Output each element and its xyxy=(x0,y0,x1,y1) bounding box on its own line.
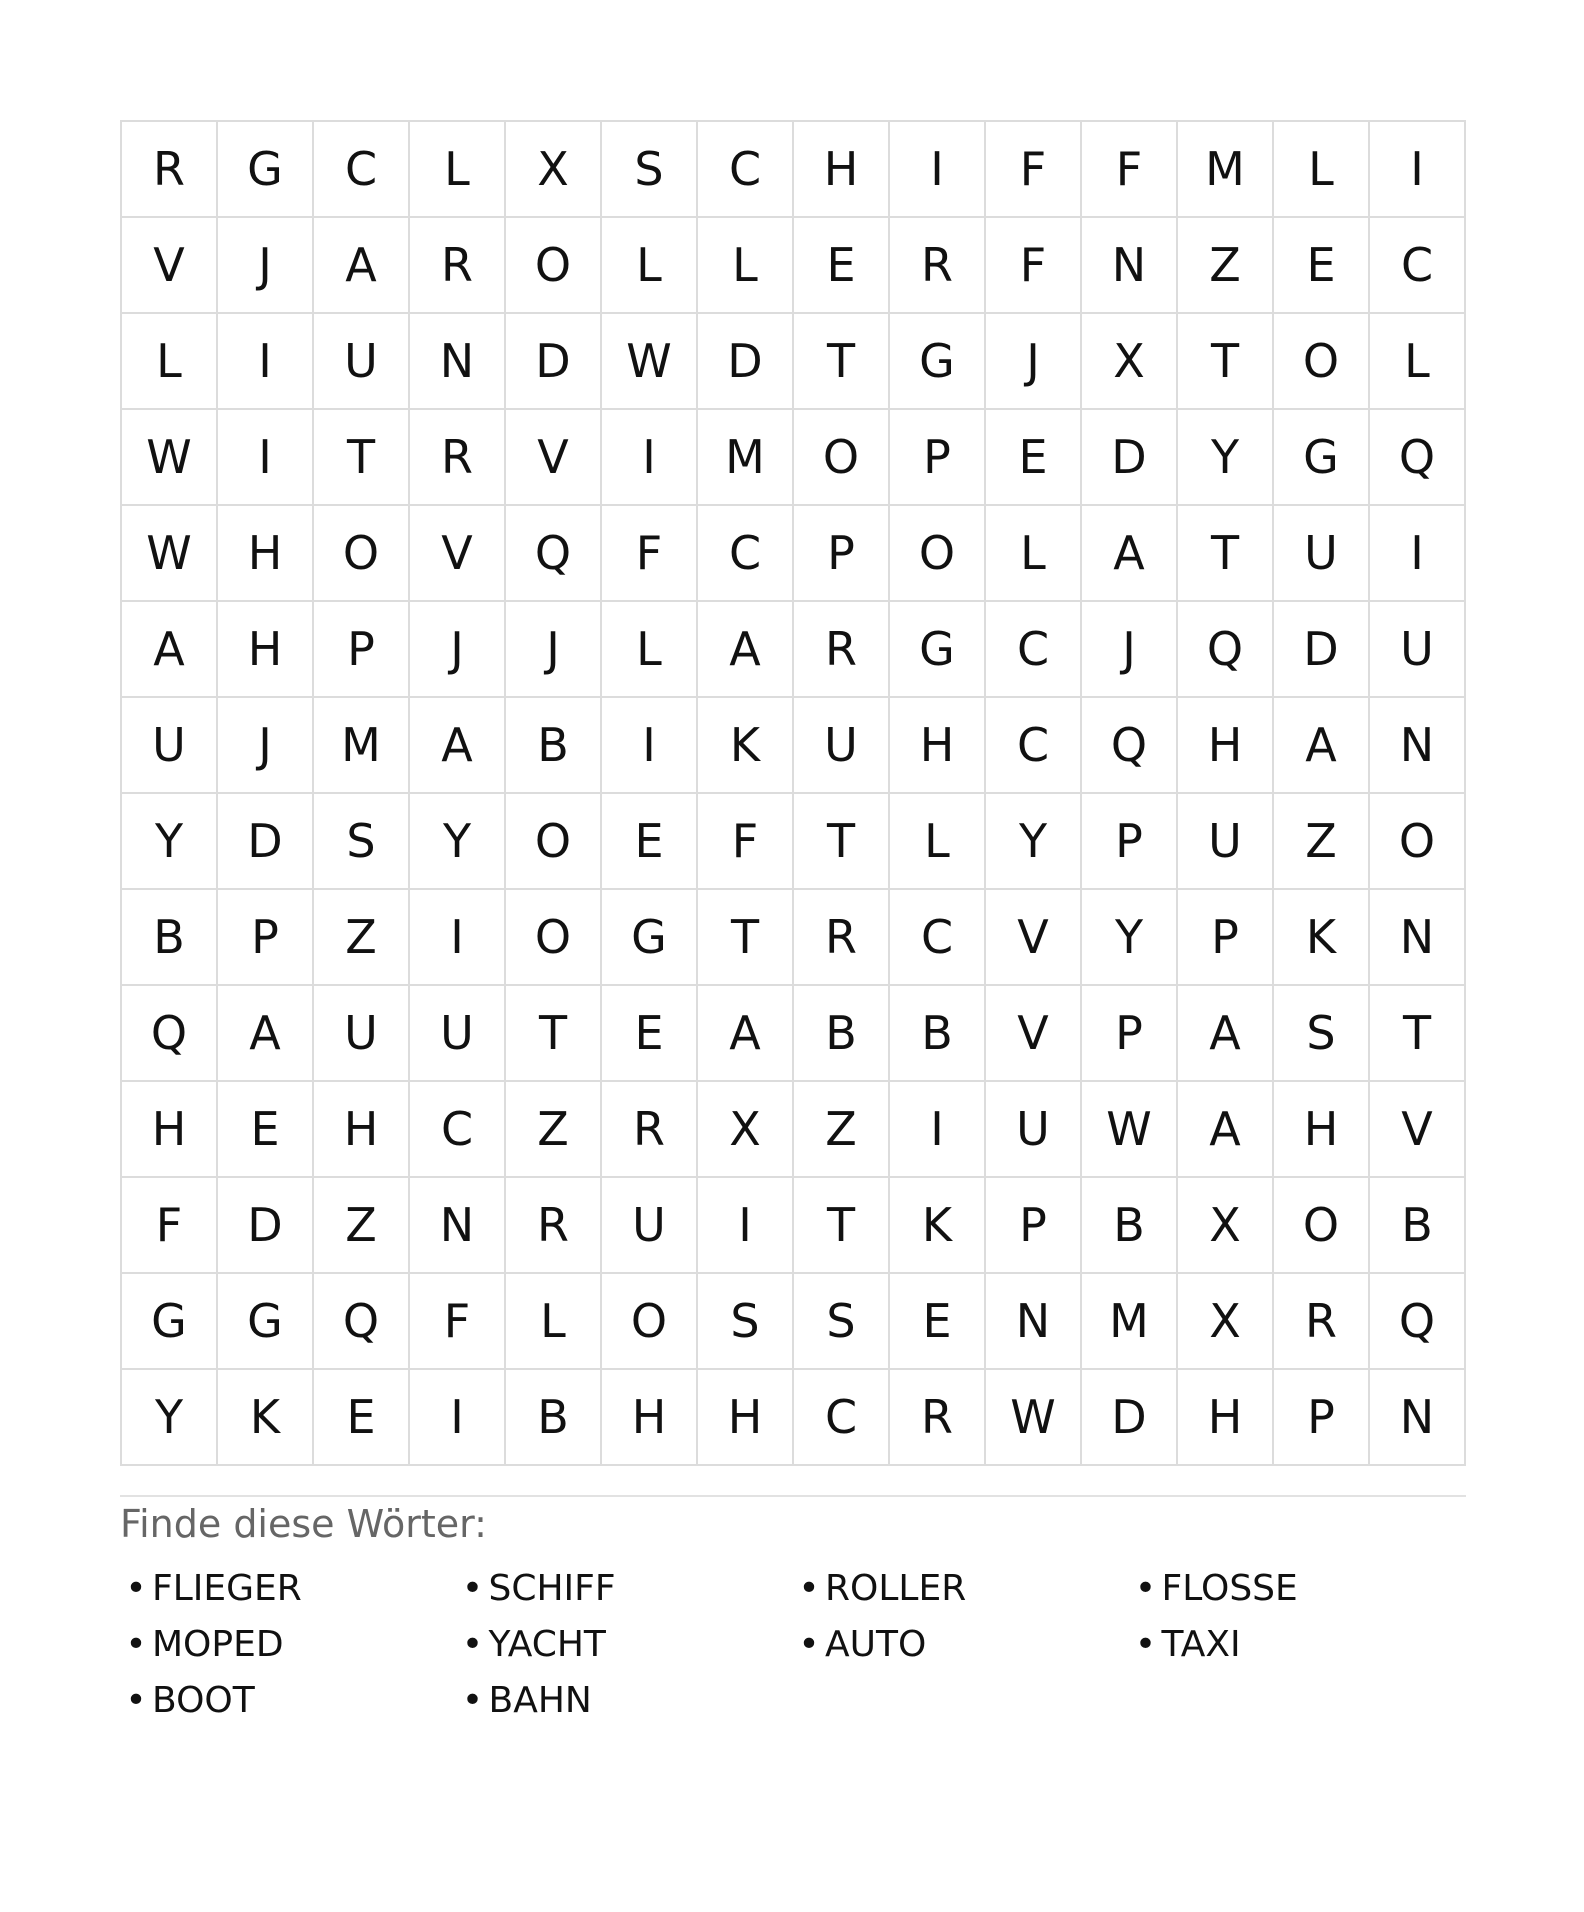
grid-cell[interactable]: R xyxy=(794,890,890,986)
grid-cell[interactable]: H xyxy=(314,1082,410,1178)
grid-cell[interactable]: H xyxy=(1178,698,1274,794)
grid-cell[interactable]: P xyxy=(314,602,410,698)
grid-cell[interactable]: S xyxy=(698,1274,794,1370)
grid-cell[interactable]: U xyxy=(1178,794,1274,890)
grid-cell[interactable]: R xyxy=(410,218,506,314)
grid-cell[interactable]: Z xyxy=(794,1082,890,1178)
grid-cell[interactable]: C xyxy=(698,506,794,602)
word-label: BAHN xyxy=(488,1679,592,1721)
grid-cell[interactable]: J xyxy=(1082,602,1178,698)
bullet-icon: • xyxy=(798,1623,820,1665)
word-label: FLIEGER xyxy=(152,1567,302,1609)
grid-cell[interactable]: F xyxy=(122,1178,218,1274)
grid-cell[interactable]: F xyxy=(410,1274,506,1370)
divider xyxy=(120,1495,1466,1497)
grid-cell[interactable]: B xyxy=(1370,1178,1466,1274)
grid-cell[interactable]: D xyxy=(1082,410,1178,506)
grid-cell[interactable]: O xyxy=(506,890,602,986)
grid-cell[interactable]: L xyxy=(890,794,986,890)
grid-cell[interactable]: N xyxy=(410,314,506,410)
grid-cell[interactable]: M xyxy=(1082,1274,1178,1370)
grid-cell[interactable]: I xyxy=(602,698,698,794)
grid-cell[interactable]: M xyxy=(314,698,410,794)
bullet-icon: • xyxy=(461,1623,484,1665)
grid-cell[interactable]: T xyxy=(698,890,794,986)
word-list-title: Finde diese Wörter: xyxy=(120,1502,487,1546)
grid-cell[interactable]: C xyxy=(986,698,1082,794)
grid-cell[interactable]: L xyxy=(1370,314,1466,410)
grid-cell[interactable]: L xyxy=(506,1274,602,1370)
grid-cell[interactable]: U xyxy=(986,1082,1082,1178)
bullet-icon: • xyxy=(461,1567,484,1609)
grid-cell[interactable]: G xyxy=(890,602,986,698)
grid-cell[interactable]: L xyxy=(986,506,1082,602)
grid-cell[interactable]: T xyxy=(314,410,410,506)
grid-cell[interactable]: R xyxy=(410,410,506,506)
grid-cell[interactable]: D xyxy=(1082,1370,1178,1466)
grid-cell[interactable]: P xyxy=(794,506,890,602)
grid-cell[interactable]: U xyxy=(794,698,890,794)
grid-cell[interactable]: V xyxy=(986,890,1082,986)
grid-cell[interactable]: C xyxy=(794,1370,890,1466)
grid-cell[interactable]: H xyxy=(1274,1082,1370,1178)
grid-cell[interactable]: M xyxy=(1178,122,1274,218)
grid-cell[interactable]: T xyxy=(794,1178,890,1274)
grid-cell[interactable]: C xyxy=(314,122,410,218)
grid-cell[interactable]: I xyxy=(218,314,314,410)
grid-cell[interactable]: Q xyxy=(506,506,602,602)
grid-cell[interactable]: I xyxy=(1370,122,1466,218)
grid-cell[interactable]: P xyxy=(1178,890,1274,986)
grid-cell[interactable]: N xyxy=(986,1274,1082,1370)
word-list-item xyxy=(120,1560,457,1616)
grid-cell[interactable]: B xyxy=(794,986,890,1082)
grid-cell[interactable]: I xyxy=(890,122,986,218)
grid-cell[interactable]: S xyxy=(314,794,410,890)
grid-cell[interactable]: G xyxy=(218,1274,314,1370)
word-label: TAXI xyxy=(1161,1623,1241,1665)
grid-cell[interactable]: X xyxy=(1082,314,1178,410)
grid-cell[interactable]: H xyxy=(218,602,314,698)
grid-cell[interactable]: O xyxy=(1274,314,1370,410)
grid-cell[interactable]: E xyxy=(794,218,890,314)
grid-cell[interactable]: D xyxy=(218,1178,314,1274)
grid-cell[interactable]: J xyxy=(218,698,314,794)
grid-cell[interactable]: A xyxy=(698,602,794,698)
grid-cell[interactable]: R xyxy=(506,1178,602,1274)
grid-cell[interactable]: Z xyxy=(1274,794,1370,890)
grid-cell[interactable]: G xyxy=(122,1274,218,1370)
bullet-icon: • xyxy=(1134,1623,1157,1665)
grid-cell[interactable]: E xyxy=(890,1274,986,1370)
bullet-icon: • xyxy=(125,1567,147,1609)
grid-cell[interactable]: C xyxy=(890,890,986,986)
grid-cell[interactable]: Z xyxy=(314,890,410,986)
grid-cell[interactable]: H xyxy=(698,1370,794,1466)
grid-cell[interactable]: O xyxy=(890,506,986,602)
grid-cell[interactable]: M xyxy=(698,410,794,506)
grid-cell[interactable]: L xyxy=(410,122,506,218)
grid-cell[interactable]: H xyxy=(602,1370,698,1466)
grid-cell[interactable]: V xyxy=(986,986,1082,1082)
grid-cell[interactable]: F xyxy=(986,122,1082,218)
grid-cell[interactable]: R xyxy=(794,602,890,698)
bullet-icon: • xyxy=(125,1623,147,1665)
word-label: MOPED xyxy=(152,1623,284,1665)
bullet-icon: • xyxy=(125,1679,147,1721)
grid-cell[interactable]: P xyxy=(1082,986,1178,1082)
grid-cell[interactable]: Y xyxy=(1178,410,1274,506)
word-list-item xyxy=(1130,1560,1467,1616)
grid-cell[interactable]: O xyxy=(794,410,890,506)
grid-cell[interactable]: A xyxy=(122,602,218,698)
grid-cell[interactable]: W xyxy=(1082,1082,1178,1178)
word-label: ROLLER xyxy=(825,1567,967,1609)
grid-cell[interactable]: P xyxy=(1274,1370,1370,1466)
bullet-icon: • xyxy=(1134,1567,1157,1609)
grid-cell[interactable]: W xyxy=(986,1370,1082,1466)
grid-cell[interactable]: Q xyxy=(1370,1274,1466,1370)
grid-cell[interactable]: U xyxy=(1370,602,1466,698)
grid-cell[interactable]: T xyxy=(794,314,890,410)
grid-cell[interactable]: G xyxy=(1274,410,1370,506)
grid-cell[interactable]: G xyxy=(890,314,986,410)
grid-cell[interactable]: H xyxy=(794,122,890,218)
grid-cell[interactable]: N xyxy=(1370,1370,1466,1466)
grid-cell[interactable]: F xyxy=(1082,122,1178,218)
grid-cell[interactable]: O xyxy=(602,1274,698,1370)
grid-cell[interactable]: D xyxy=(506,314,602,410)
grid-cell[interactable]: X xyxy=(1178,1274,1274,1370)
grid-cell[interactable]: Q xyxy=(1178,602,1274,698)
grid-cell[interactable]: C xyxy=(698,122,794,218)
word-list-item xyxy=(457,1672,794,1728)
grid-cell[interactable]: A xyxy=(1178,986,1274,1082)
grid-cell[interactable]: U xyxy=(1274,506,1370,602)
grid-cell[interactable]: D xyxy=(1274,602,1370,698)
word-list-item xyxy=(457,1616,794,1672)
grid-cell[interactable]: D xyxy=(218,794,314,890)
grid-cell[interactable]: A xyxy=(410,698,506,794)
grid-cell[interactable]: A xyxy=(218,986,314,1082)
word-label: BOOT xyxy=(152,1679,255,1721)
grid-cell[interactable]: B xyxy=(122,890,218,986)
grid-cell[interactable]: Q xyxy=(314,1274,410,1370)
grid-cell[interactable]: H xyxy=(1178,1370,1274,1466)
grid-cell[interactable]: L xyxy=(698,218,794,314)
grid-cell[interactable]: I xyxy=(698,1178,794,1274)
grid-cell[interactable]: B xyxy=(1082,1178,1178,1274)
grid-cell[interactable]: O xyxy=(506,218,602,314)
grid-cell[interactable]: H xyxy=(122,1082,218,1178)
grid-cell[interactable]: V xyxy=(410,506,506,602)
word-list-item xyxy=(120,1672,457,1728)
grid-cell[interactable]: Z xyxy=(506,1082,602,1178)
grid-cell[interactable]: L xyxy=(602,218,698,314)
grid-cell[interactable]: R xyxy=(890,1370,986,1466)
grid-cell[interactable]: Y xyxy=(122,1370,218,1466)
grid-cell[interactable]: Z xyxy=(314,1178,410,1274)
grid-cell[interactable]: E xyxy=(314,1370,410,1466)
grid-cell[interactable]: T xyxy=(1178,314,1274,410)
grid-cell[interactable]: X xyxy=(698,1082,794,1178)
grid-cell[interactable]: P xyxy=(218,890,314,986)
grid-cell[interactable]: Z xyxy=(1178,218,1274,314)
word-label: AUTO xyxy=(825,1623,927,1665)
grid-cell[interactable]: T xyxy=(1178,506,1274,602)
grid-cell[interactable]: U xyxy=(410,986,506,1082)
grid-cell[interactable]: V xyxy=(1370,1082,1466,1178)
word-label: YACHT xyxy=(488,1623,606,1665)
grid-cell[interactable]: F xyxy=(698,794,794,890)
grid-cell[interactable]: R xyxy=(602,1082,698,1178)
grid-cell[interactable]: W xyxy=(602,314,698,410)
grid-cell[interactable]: Q xyxy=(122,986,218,1082)
grid-cell[interactable]: H xyxy=(218,506,314,602)
grid-cell[interactable]: V xyxy=(506,410,602,506)
grid-cell[interactable]: P xyxy=(890,410,986,506)
word-list xyxy=(120,1560,1466,1728)
bullet-icon: • xyxy=(461,1679,484,1721)
word-list-item xyxy=(457,1560,794,1616)
grid-cell[interactable]: J xyxy=(410,602,506,698)
grid-cell[interactable]: B xyxy=(506,698,602,794)
word-list-item xyxy=(1130,1616,1467,1672)
word-label: SCHIFF xyxy=(488,1567,616,1609)
grid-cell[interactable]: L xyxy=(1274,122,1370,218)
grid-cell[interactable]: X xyxy=(1178,1178,1274,1274)
grid-cell[interactable]: S xyxy=(794,1274,890,1370)
grid-cell[interactable]: N xyxy=(410,1178,506,1274)
grid-cell[interactable]: G xyxy=(602,890,698,986)
grid-cell[interactable]: K xyxy=(218,1370,314,1466)
grid-cell[interactable]: V xyxy=(122,218,218,314)
grid-cell[interactable]: K xyxy=(890,1178,986,1274)
word-label: FLOSSE xyxy=(1161,1567,1298,1609)
grid-cell[interactable]: C xyxy=(986,602,1082,698)
grid-cell[interactable]: P xyxy=(986,1178,1082,1274)
grid-cell[interactable]: E xyxy=(602,794,698,890)
grid-cell[interactable]: L xyxy=(122,314,218,410)
grid-cell[interactable]: Y xyxy=(1082,890,1178,986)
word-list-item xyxy=(793,1560,1130,1616)
grid-cell[interactable]: T xyxy=(794,794,890,890)
grid-cell[interactable]: I xyxy=(1370,506,1466,602)
grid-cell[interactable]: K xyxy=(1274,890,1370,986)
grid-cell[interactable]: C xyxy=(1370,218,1466,314)
grid-cell[interactable]: Y xyxy=(410,794,506,890)
grid-cell[interactable]: A xyxy=(1082,506,1178,602)
grid-cell[interactable]: Q xyxy=(1082,698,1178,794)
grid-cell[interactable]: Q xyxy=(1370,410,1466,506)
word-list-item xyxy=(793,1616,1130,1672)
bullet-icon: • xyxy=(798,1567,820,1609)
grid-cell[interactable]: O xyxy=(506,794,602,890)
grid-cell[interactable]: U xyxy=(314,314,410,410)
grid-cell[interactable]: X xyxy=(506,122,602,218)
grid-cell[interactable]: S xyxy=(1274,986,1370,1082)
grid-cell[interactable]: I xyxy=(602,410,698,506)
grid-cell[interactable]: W xyxy=(122,410,218,506)
grid-cell[interactable]: P xyxy=(1082,794,1178,890)
grid-cell[interactable]: E xyxy=(986,410,1082,506)
grid-cell[interactable]: W xyxy=(122,506,218,602)
grid-cell[interactable]: S xyxy=(602,122,698,218)
grid-cell[interactable]: O xyxy=(1370,794,1466,890)
grid-cell[interactable]: G xyxy=(218,122,314,218)
grid-cell[interactable]: N xyxy=(1370,698,1466,794)
grid-cell[interactable]: J xyxy=(218,218,314,314)
grid-cell[interactable]: E xyxy=(602,986,698,1082)
grid-cell[interactable]: D xyxy=(698,314,794,410)
grid-cell[interactable]: E xyxy=(218,1082,314,1178)
grid-cell[interactable]: C xyxy=(410,1082,506,1178)
grid-cell[interactable]: F xyxy=(986,218,1082,314)
grid-cell[interactable]: A xyxy=(314,218,410,314)
grid-cell[interactable]: O xyxy=(314,506,410,602)
grid-cell[interactable]: U xyxy=(602,1178,698,1274)
grid-cell[interactable]: N xyxy=(1370,890,1466,986)
grid-cell[interactable]: I xyxy=(218,410,314,506)
grid-cell[interactable]: L xyxy=(602,602,698,698)
grid-cell[interactable]: R xyxy=(1274,1274,1370,1370)
grid-cell[interactable]: B xyxy=(890,986,986,1082)
grid-cell[interactable]: K xyxy=(698,698,794,794)
grid-cell[interactable]: A xyxy=(1178,1082,1274,1178)
grid-cell[interactable]: A xyxy=(1274,698,1370,794)
grid-cell[interactable]: U xyxy=(122,698,218,794)
grid-cell[interactable]: R xyxy=(122,122,218,218)
grid-cell[interactable]: E xyxy=(1274,218,1370,314)
grid-cell[interactable]: U xyxy=(314,986,410,1082)
grid-cell[interactable]: I xyxy=(410,1370,506,1466)
grid-cell[interactable]: R xyxy=(890,218,986,314)
grid-cell[interactable]: I xyxy=(890,1082,986,1178)
grid-cell[interactable]: T xyxy=(506,986,602,1082)
grid-cell[interactable]: A xyxy=(698,986,794,1082)
grid-cell[interactable]: I xyxy=(410,890,506,986)
grid-cell[interactable]: H xyxy=(890,698,986,794)
grid-cell[interactable]: Y xyxy=(986,794,1082,890)
grid-cell[interactable]: B xyxy=(506,1370,602,1466)
grid-cell[interactable]: F xyxy=(602,506,698,602)
word-list-item xyxy=(120,1616,457,1672)
grid-cell[interactable]: J xyxy=(506,602,602,698)
grid-cell[interactable]: O xyxy=(1274,1178,1370,1274)
letter-grid xyxy=(120,120,1466,1466)
grid-cell[interactable]: T xyxy=(1370,986,1466,1082)
grid-cell[interactable]: J xyxy=(986,314,1082,410)
grid-cell[interactable]: N xyxy=(1082,218,1178,314)
grid-cell[interactable]: Y xyxy=(122,794,218,890)
